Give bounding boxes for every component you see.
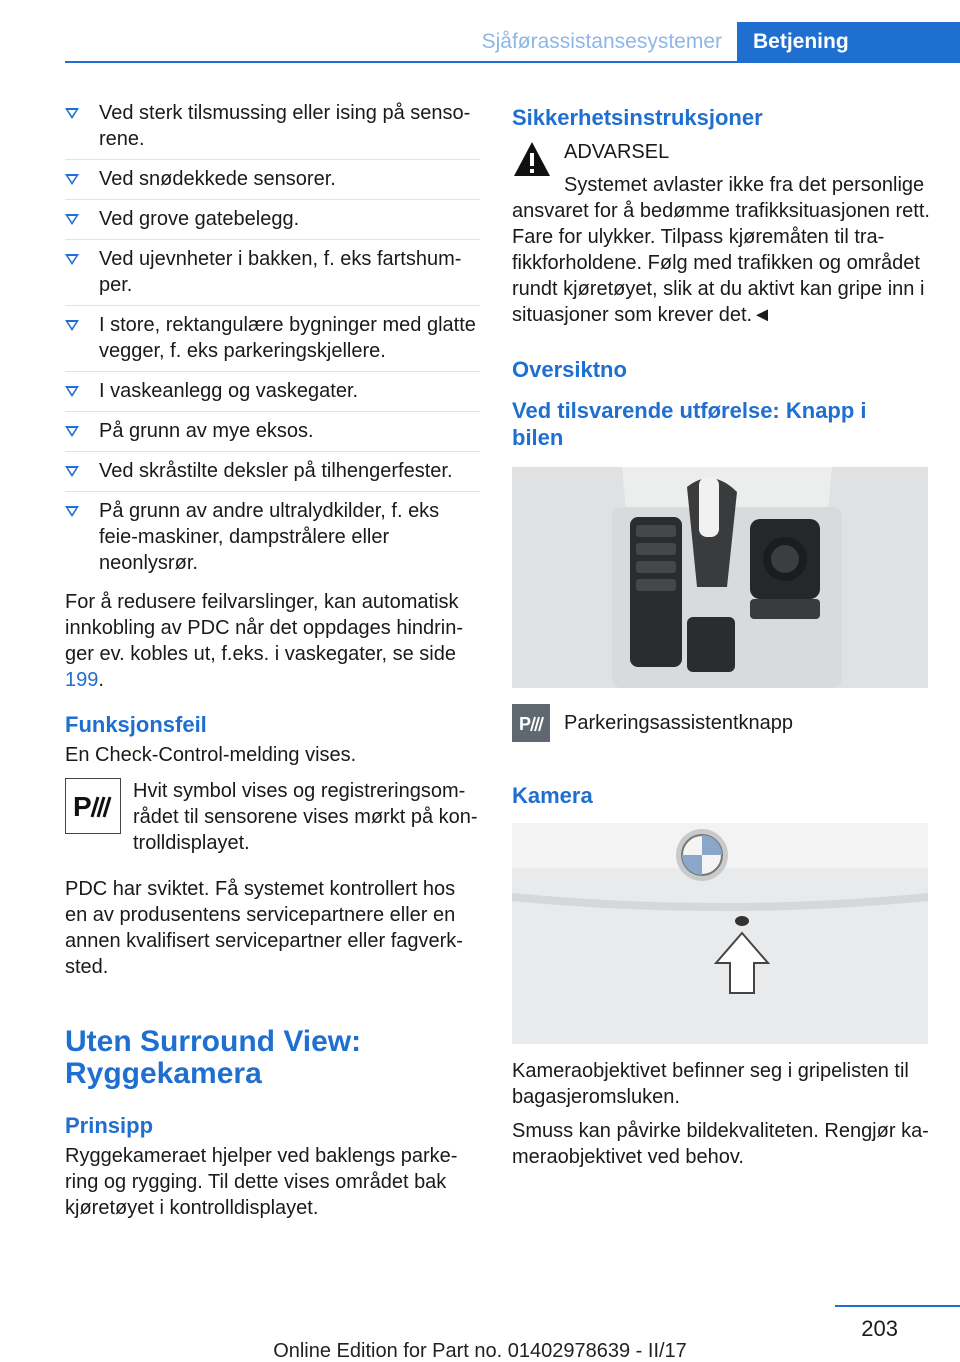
triangle-bullet-icon — [65, 174, 79, 185]
triangle-bullet-icon — [65, 506, 79, 517]
kamera-text-2: Smuss kan påvirke bildekvaliteten. Rengjør ka-meraobjektivet ved behov. — [512, 1120, 929, 1168]
list-item: I vaskeanlegg og vaskegater. — [65, 378, 480, 412]
check-control-text: En Check-Control-melding vises. — [65, 744, 357, 766]
svg-text:P: P — [73, 791, 92, 822]
heading-kamera: Kamera — [512, 783, 593, 808]
page-link[interactable]: 199 — [65, 669, 99, 691]
list-item: Ved ujevnheter i bakken, f. eks fartshum-per. — [65, 246, 480, 306]
page-number: 203 — [861, 1316, 898, 1341]
triangle-bullet-icon — [65, 214, 79, 225]
list-item: Ved grove gatebelegg. — [65, 206, 480, 240]
paragraph-feilvarsling: For å redusere feilvarslinger, kan automatisk innkobling av PDC når det oppdages hindrin-ger ev. kobles ut, f.eks. i vaskegater, se side 199. — [65, 591, 464, 691]
list-item: Ved snødekkede sensorer. — [65, 166, 480, 200]
warning-text: Systemet avlaster ikke fra det personlige ansvaret for å bedømme trafikksituasjonen rett. Fare for ulykker. Tilpass kjøremåten til tra-fikkforholdene. Følg med trafikken og området rundt kjøretøyet, slik at du aktivt kan gripe inn i situasjoner som krever det.◄ — [512, 174, 930, 326]
list-item: I store, rektangulære bygninger med glatte vegger, f. eks parkeringskjellere. — [65, 312, 480, 372]
parking-assist-icon — [512, 704, 550, 742]
pdc-failure-text: PDC har sviktet. Få systemet kontrollert hos en av produsentens servicepartnere eller en annen kvalifisert servicepartner eller fagverk-sted. — [65, 878, 463, 978]
header-rule — [65, 61, 960, 63]
triangle-bullet-icon — [65, 108, 79, 119]
heading-oversikt: Oversiktno — [512, 357, 627, 382]
list-item: På grunn av andre ultralydkilder, f. eks feie-maskiner, dampstrålere eller neonlysrør. — [65, 498, 480, 583]
knapp-caption: Parkeringsassistentknapp — [564, 711, 794, 734]
symbol-description: Hvit symbol vises og registreringsom-rådet til sensorene vises mørkt på kon-trolldisplayet. — [133, 780, 478, 854]
knapp-caption-row — [512, 704, 930, 742]
heading-ryggekamera: Uten Surround View: Ryggekamera — [65, 1025, 362, 1090]
header-chapter-tab: Betjening — [737, 22, 960, 63]
triangle-bullet-icon — [65, 254, 79, 265]
triangle-bullet-icon — [65, 386, 79, 397]
right-column — [512, 100, 930, 1170]
warning-title: ADVARSEL — [564, 141, 670, 163]
svg-text:P: P — [519, 714, 532, 734]
heading-funksjonsfeil: Funksjonsfeil — [65, 712, 207, 737]
heading-sikkerhet: Sikkerhetsinstruksjoner — [512, 105, 763, 130]
warning-triangle-icon — [512, 139, 552, 184]
footer-rule — [835, 1305, 960, 1307]
list-item: Ved skråstilte deksler på tilhengerfester. — [65, 458, 480, 492]
list-item: På grunn av mye eksos. — [65, 418, 480, 452]
kamera-text-1: Kameraobjektivet befinner seg i gripelisten til bagasjeromsluken. — [512, 1060, 909, 1108]
edition-footer: Online Edition for Part no. 01402978639 - II/17 — [273, 1340, 687, 1362]
console-photo — [512, 467, 928, 688]
camera-photo — [512, 823, 928, 1044]
header-section-title: Sjåførassistansesystemer — [481, 30, 722, 53]
list-item: Ved sterk tilsmussing eller ising på senso-rene. — [65, 100, 480, 160]
triangle-bullet-icon — [65, 426, 79, 437]
condition-list — [65, 100, 480, 583]
triangle-bullet-icon — [65, 466, 79, 477]
left-column — [65, 100, 480, 1221]
heading-prinsipp: Prinsipp — [65, 1113, 154, 1138]
symbol-row — [65, 778, 480, 856]
triangle-bullet-icon — [65, 320, 79, 331]
prinsipp-text: Ryggekameraet hjelper ved baklengs parke-ring og rygging. Til dette vises området bak kjøretøyet i kontrolldisplayet. — [65, 1145, 458, 1219]
pdc-symbol-icon — [65, 778, 121, 834]
heading-knapp: Ved tilsvarende utførelse: Knapp i bilen — [512, 398, 867, 450]
